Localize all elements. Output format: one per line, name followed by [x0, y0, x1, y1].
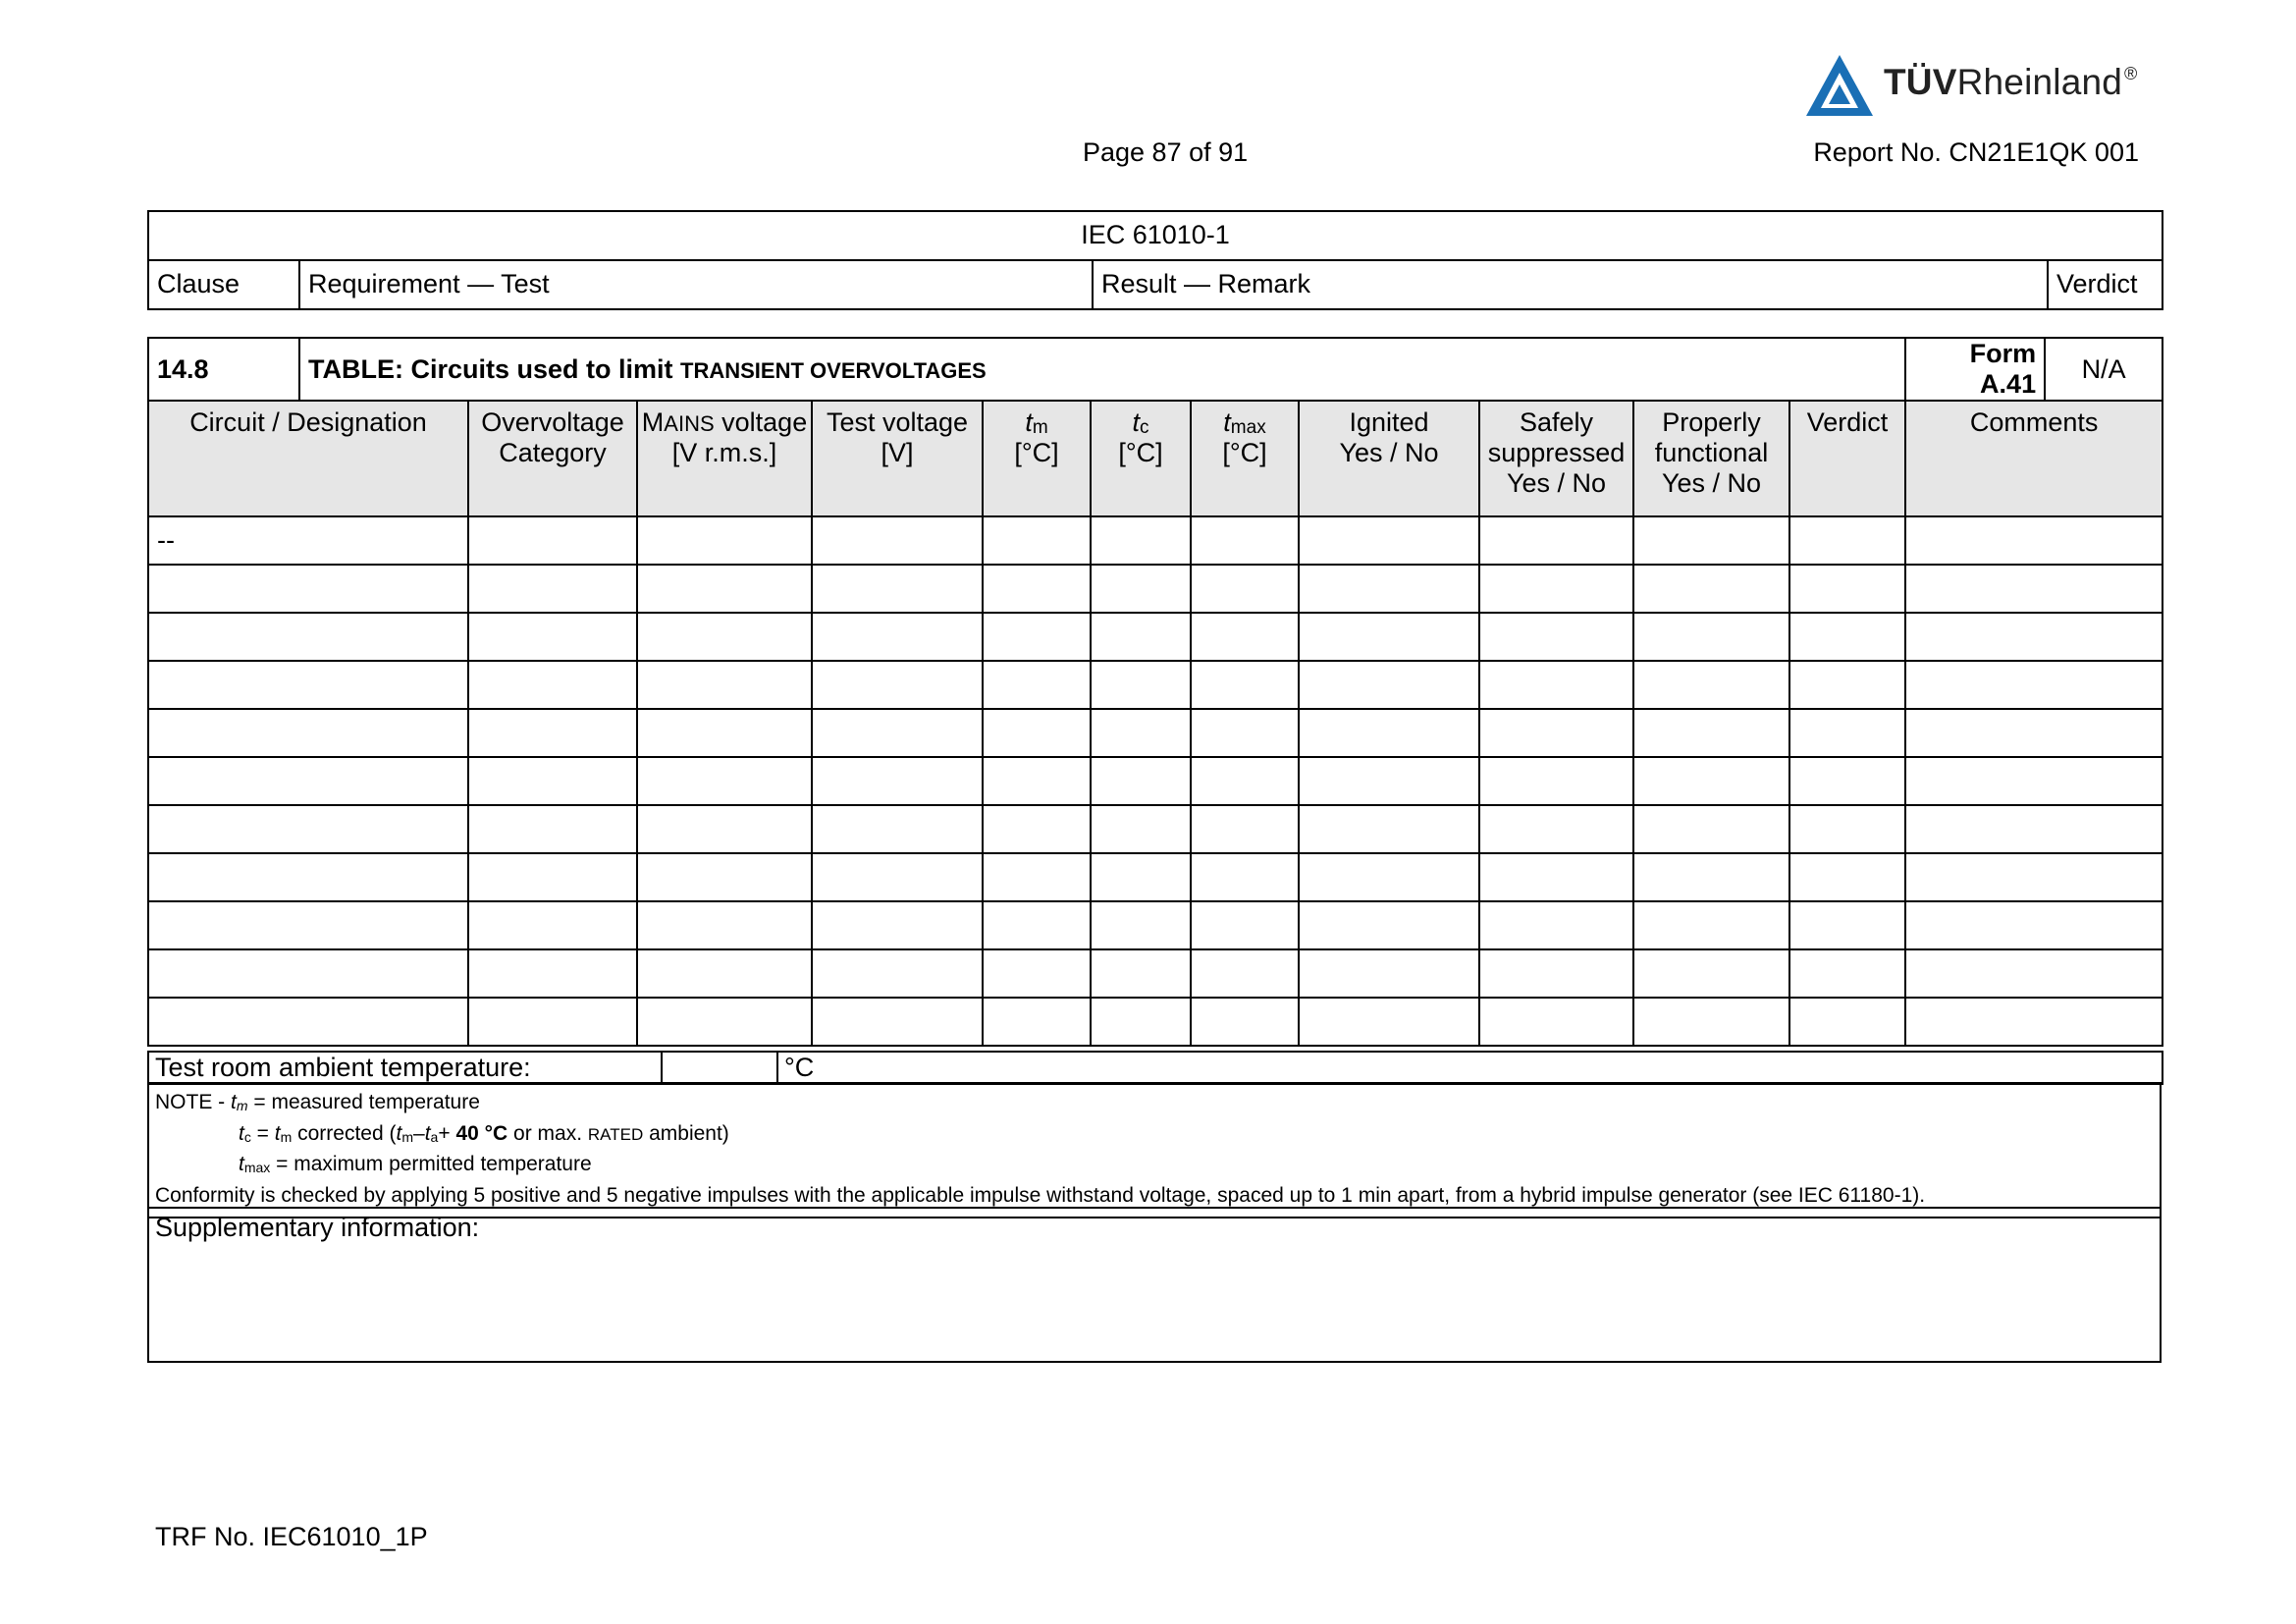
cell-tmax[interactable]	[1191, 805, 1299, 853]
cell-properly-functional[interactable]	[1633, 709, 1789, 757]
col-circuit-designation: Circuit / Designation	[148, 401, 468, 516]
cell-mains-voltage[interactable]	[637, 998, 812, 1046]
cell-test-voltage[interactable]	[812, 998, 983, 1046]
cell-safely-suppressed[interactable]	[1479, 565, 1633, 613]
result-header: Result — Remark	[1093, 260, 2048, 309]
cell-tm[interactable]	[983, 565, 1091, 613]
cell-mains-voltage[interactable]	[637, 949, 812, 998]
cell-test-voltage[interactable]	[812, 853, 983, 901]
cell-verdict[interactable]	[1789, 805, 1905, 853]
cell-test-voltage[interactable]	[812, 709, 983, 757]
cell-ignited[interactable]	[1299, 757, 1479, 805]
cell-comments[interactable]	[1905, 661, 2163, 709]
cell-tc[interactable]	[1091, 757, 1191, 805]
col-test-voltage: Test voltage [V]	[812, 401, 983, 516]
table-row	[148, 998, 2163, 1046]
cell-safely-suppressed[interactable]	[1479, 516, 1633, 565]
cell-comments[interactable]	[1905, 901, 2163, 949]
cell-tc[interactable]	[1091, 661, 1191, 709]
cell-safely-suppressed[interactable]	[1479, 901, 1633, 949]
note-line-tmax: $t_{max}$ = maximum permitted temperature	[239, 1153, 592, 1175]
table-row	[148, 853, 2163, 901]
cell-comments[interactable]	[1905, 853, 2163, 901]
cell-properly-functional[interactable]	[1633, 949, 1789, 998]
cell-test-voltage[interactable]	[812, 949, 983, 998]
cell-test-voltage[interactable]	[812, 901, 983, 949]
cell-safely-suppressed[interactable]	[1479, 661, 1633, 709]
cell-circuit-designation[interactable]	[148, 565, 468, 613]
cell-tm[interactable]	[983, 901, 1091, 949]
cell-overvoltage-category[interactable]	[468, 516, 637, 565]
cell-safely-suppressed[interactable]	[1479, 757, 1633, 805]
cell-tm[interactable]	[983, 998, 1091, 1046]
cell-verdict[interactable]	[1789, 901, 1905, 949]
cell-circuit-designation[interactable]	[148, 805, 468, 853]
cell-test-voltage[interactable]	[812, 661, 983, 709]
col-tm: $t_m$ [°C]	[983, 401, 1091, 516]
cell-ignited[interactable]	[1299, 901, 1479, 949]
ambient-value[interactable]	[662, 1052, 777, 1084]
cell-circuit-designation[interactable]	[148, 613, 468, 661]
cell-mains-voltage[interactable]	[637, 565, 812, 613]
cell-properly-functional[interactable]	[1633, 757, 1789, 805]
cell-mains-voltage[interactable]	[637, 901, 812, 949]
table-row	[148, 516, 2163, 565]
cell-mains-voltage[interactable]	[637, 853, 812, 901]
cell-properly-functional[interactable]	[1633, 661, 1789, 709]
cell-tc[interactable]	[1091, 998, 1191, 1046]
cell-tc[interactable]	[1091, 565, 1191, 613]
col-mains-voltage: MAINS voltage [V r.m.s.]	[637, 401, 812, 516]
cell-tm[interactable]	[983, 613, 1091, 661]
table-row	[148, 709, 2163, 757]
cell-comments[interactable]	[1905, 805, 2163, 853]
cell-tmax[interactable]	[1191, 709, 1299, 757]
cell-ignited[interactable]	[1299, 709, 1479, 757]
cell-safely-suppressed[interactable]	[1479, 998, 1633, 1046]
cell-tm[interactable]	[983, 805, 1091, 853]
trf-number: TRF No. IEC61010_1P	[155, 1522, 428, 1551]
cell-ignited[interactable]	[1299, 998, 1479, 1046]
supplementary-information	[147, 1207, 2162, 1363]
ambient-label: Test room ambient temperature:	[148, 1052, 662, 1084]
table-row	[148, 565, 2163, 613]
cell-overvoltage-category[interactable]	[468, 949, 637, 998]
cell-overvoltage-category[interactable]	[468, 613, 637, 661]
cell-overvoltage-category[interactable]	[468, 709, 637, 757]
cell-comments[interactable]	[1905, 757, 2163, 805]
cell-tmax[interactable]	[1191, 901, 1299, 949]
cell-verdict[interactable]	[1789, 853, 1905, 901]
cell-mains-voltage[interactable]	[637, 661, 812, 709]
cell-overvoltage-category[interactable]	[468, 661, 637, 709]
cell-ignited[interactable]	[1299, 853, 1479, 901]
cell-comments[interactable]	[1905, 565, 2163, 613]
col-verdict: Verdict	[1789, 401, 1905, 516]
cell-verdict[interactable]	[1789, 565, 1905, 613]
cell-circuit-designation[interactable]	[148, 998, 468, 1046]
cell-ignited[interactable]	[1299, 661, 1479, 709]
table-row	[148, 661, 2163, 709]
cell-test-voltage[interactable]	[812, 613, 983, 661]
cell-tmax[interactable]	[1191, 516, 1299, 565]
notes-section	[147, 1082, 2162, 1218]
cell-properly-functional[interactable]	[1633, 613, 1789, 661]
table-row	[148, 901, 2163, 949]
col-tmax: $t_{max}$ [°C]	[1191, 401, 1299, 516]
cell-tc[interactable]	[1091, 853, 1191, 901]
cell-tm[interactable]	[983, 709, 1091, 757]
cell-comments[interactable]	[1905, 516, 2163, 565]
ambient-unit: °C	[777, 1052, 2163, 1084]
note-line-tc: $t_c = t_m$ corrected ($t_m-t_a+ 40$ °C or max. RATED ambient)	[239, 1121, 729, 1145]
cell-tm[interactable]	[983, 853, 1091, 901]
col-ignited: Ignited Yes / No	[1299, 401, 1479, 516]
cell-comments[interactable]	[1905, 949, 2163, 998]
cell-comments[interactable]	[1905, 998, 2163, 1046]
col-properly-functional: Properly functional Yes / No	[1633, 401, 1789, 516]
cell-tc[interactable]	[1091, 901, 1191, 949]
tuv-rheinland-logo	[1804, 53, 2158, 118]
table-row	[148, 613, 2163, 661]
cell-mains-voltage[interactable]	[637, 757, 812, 805]
transient-overvoltage-table	[147, 337, 2163, 1047]
supplementary-label: Supplementary information:	[155, 1213, 480, 1242]
cell-tc[interactable]	[1091, 709, 1191, 757]
cell-ignited[interactable]	[1299, 516, 1479, 565]
cell-overvoltage-category[interactable]	[468, 853, 637, 901]
cell-circuit-designation[interactable]	[148, 709, 468, 757]
cell-verdict[interactable]	[1789, 661, 1905, 709]
cell-properly-functional[interactable]	[1633, 998, 1789, 1046]
form-title: TABLE: Circuits used to limit TRANSIENT OVERVOLTAGES	[299, 338, 1905, 401]
cell-tm[interactable]	[983, 661, 1091, 709]
cell-circuit-designation[interactable]: --	[148, 516, 468, 565]
form-clause: 14.8	[148, 338, 299, 401]
cell-verdict[interactable]	[1789, 516, 1905, 565]
col-comments: Comments	[1905, 401, 2163, 516]
page-number: Page 87 of 91	[1083, 137, 1249, 167]
cell-tm[interactable]	[983, 949, 1091, 998]
col-tc: $t_c$ [°C]	[1091, 401, 1191, 516]
cell-circuit-designation[interactable]	[148, 853, 468, 901]
requirement-header: Requirement — Test	[299, 260, 1093, 309]
logo-wordmark: TÜVRheinland ®	[1884, 62, 2138, 102]
cell-mains-voltage[interactable]	[637, 613, 812, 661]
standard-header-table	[147, 210, 2163, 310]
cell-tm[interactable]	[983, 757, 1091, 805]
cell-tmax[interactable]	[1191, 998, 1299, 1046]
col-overvoltage-category: Overvoltage Category	[468, 401, 637, 516]
cell-tmax[interactable]	[1191, 757, 1299, 805]
cell-properly-functional[interactable]	[1633, 565, 1789, 613]
cell-verdict[interactable]	[1789, 757, 1905, 805]
form-verdict: N/A	[2045, 338, 2163, 401]
cell-test-voltage[interactable]	[812, 757, 983, 805]
cell-safely-suppressed[interactable]	[1479, 853, 1633, 901]
cell-ignited[interactable]	[1299, 565, 1479, 613]
cell-circuit-designation[interactable]	[148, 661, 468, 709]
note-line-tm: NOTE - $t_m$ = measured temperature	[155, 1091, 480, 1113]
cell-ignited[interactable]	[1299, 949, 1479, 998]
table-body	[148, 516, 2163, 1046]
cell-circuit-designation[interactable]	[148, 901, 468, 949]
cell-comments[interactable]	[1905, 613, 2163, 661]
col-safely-suppressed: Safely suppressed Yes / No	[1479, 401, 1633, 516]
cell-overvoltage-category[interactable]	[468, 998, 637, 1046]
cell-properly-functional[interactable]	[1633, 853, 1789, 901]
cell-properly-functional[interactable]	[1633, 516, 1789, 565]
cell-test-voltage[interactable]	[812, 565, 983, 613]
cell-tc[interactable]	[1091, 805, 1191, 853]
cell-tm[interactable]	[983, 516, 1091, 565]
form-id: Form A.41	[1905, 338, 2045, 401]
cell-verdict[interactable]	[1789, 709, 1905, 757]
cell-overvoltage-category[interactable]	[468, 901, 637, 949]
cell-tc[interactable]	[1091, 613, 1191, 661]
cell-test-voltage[interactable]	[812, 805, 983, 853]
cell-ignited[interactable]	[1299, 805, 1479, 853]
cell-comments[interactable]	[1905, 709, 2163, 757]
cell-properly-functional[interactable]	[1633, 805, 1789, 853]
cell-mains-voltage[interactable]	[637, 516, 812, 565]
report-number: Report No. CN21E1QK 001	[1813, 137, 2139, 167]
supplementary-cell[interactable]	[148, 1208, 2161, 1362]
tuv-triangle-icon	[1804, 53, 1875, 118]
cell-safely-suppressed[interactable]	[1479, 613, 1633, 661]
table-row	[148, 805, 2163, 853]
standard-title: IEC 61010-1	[148, 211, 2163, 260]
cell-test-voltage[interactable]	[812, 516, 983, 565]
cell-overvoltage-category[interactable]	[468, 757, 637, 805]
notes-text	[148, 1083, 2161, 1218]
ambient-temperature-row	[147, 1051, 2163, 1085]
cell-mains-voltage[interactable]	[637, 805, 812, 853]
cell-ignited[interactable]	[1299, 613, 1479, 661]
cell-mains-voltage[interactable]	[637, 709, 812, 757]
cell-safely-suppressed[interactable]	[1479, 709, 1633, 757]
cell-tmax[interactable]	[1191, 661, 1299, 709]
cell-tmax[interactable]	[1191, 613, 1299, 661]
cell-tmax[interactable]	[1191, 949, 1299, 998]
cell-tc[interactable]	[1091, 949, 1191, 998]
cell-tmax[interactable]	[1191, 853, 1299, 901]
cell-tc[interactable]	[1091, 516, 1191, 565]
cell-safely-suppressed[interactable]	[1479, 805, 1633, 853]
cell-circuit-designation[interactable]	[148, 949, 468, 998]
cell-overvoltage-category[interactable]	[468, 805, 637, 853]
clause-header: Clause	[148, 260, 299, 309]
verdict-header: Verdict	[2048, 260, 2163, 309]
cell-verdict[interactable]	[1789, 998, 1905, 1046]
cell-verdict[interactable]	[1789, 949, 1905, 998]
cell-tmax[interactable]	[1191, 565, 1299, 613]
cell-circuit-designation[interactable]	[148, 757, 468, 805]
table-row	[148, 949, 2163, 998]
cell-properly-functional[interactable]	[1633, 901, 1789, 949]
cell-overvoltage-category[interactable]	[468, 565, 637, 613]
conformity-note: Conformity is checked by applying 5 positive and 5 negative impulses with the applicable impulse withstand voltage, spaced up to 1 min apart, from a hybrid impulse generator (see IEC 61180-1).	[155, 1183, 1926, 1207]
table-row	[148, 757, 2163, 805]
cell-safely-suppressed[interactable]	[1479, 949, 1633, 998]
cell-verdict[interactable]	[1789, 613, 1905, 661]
